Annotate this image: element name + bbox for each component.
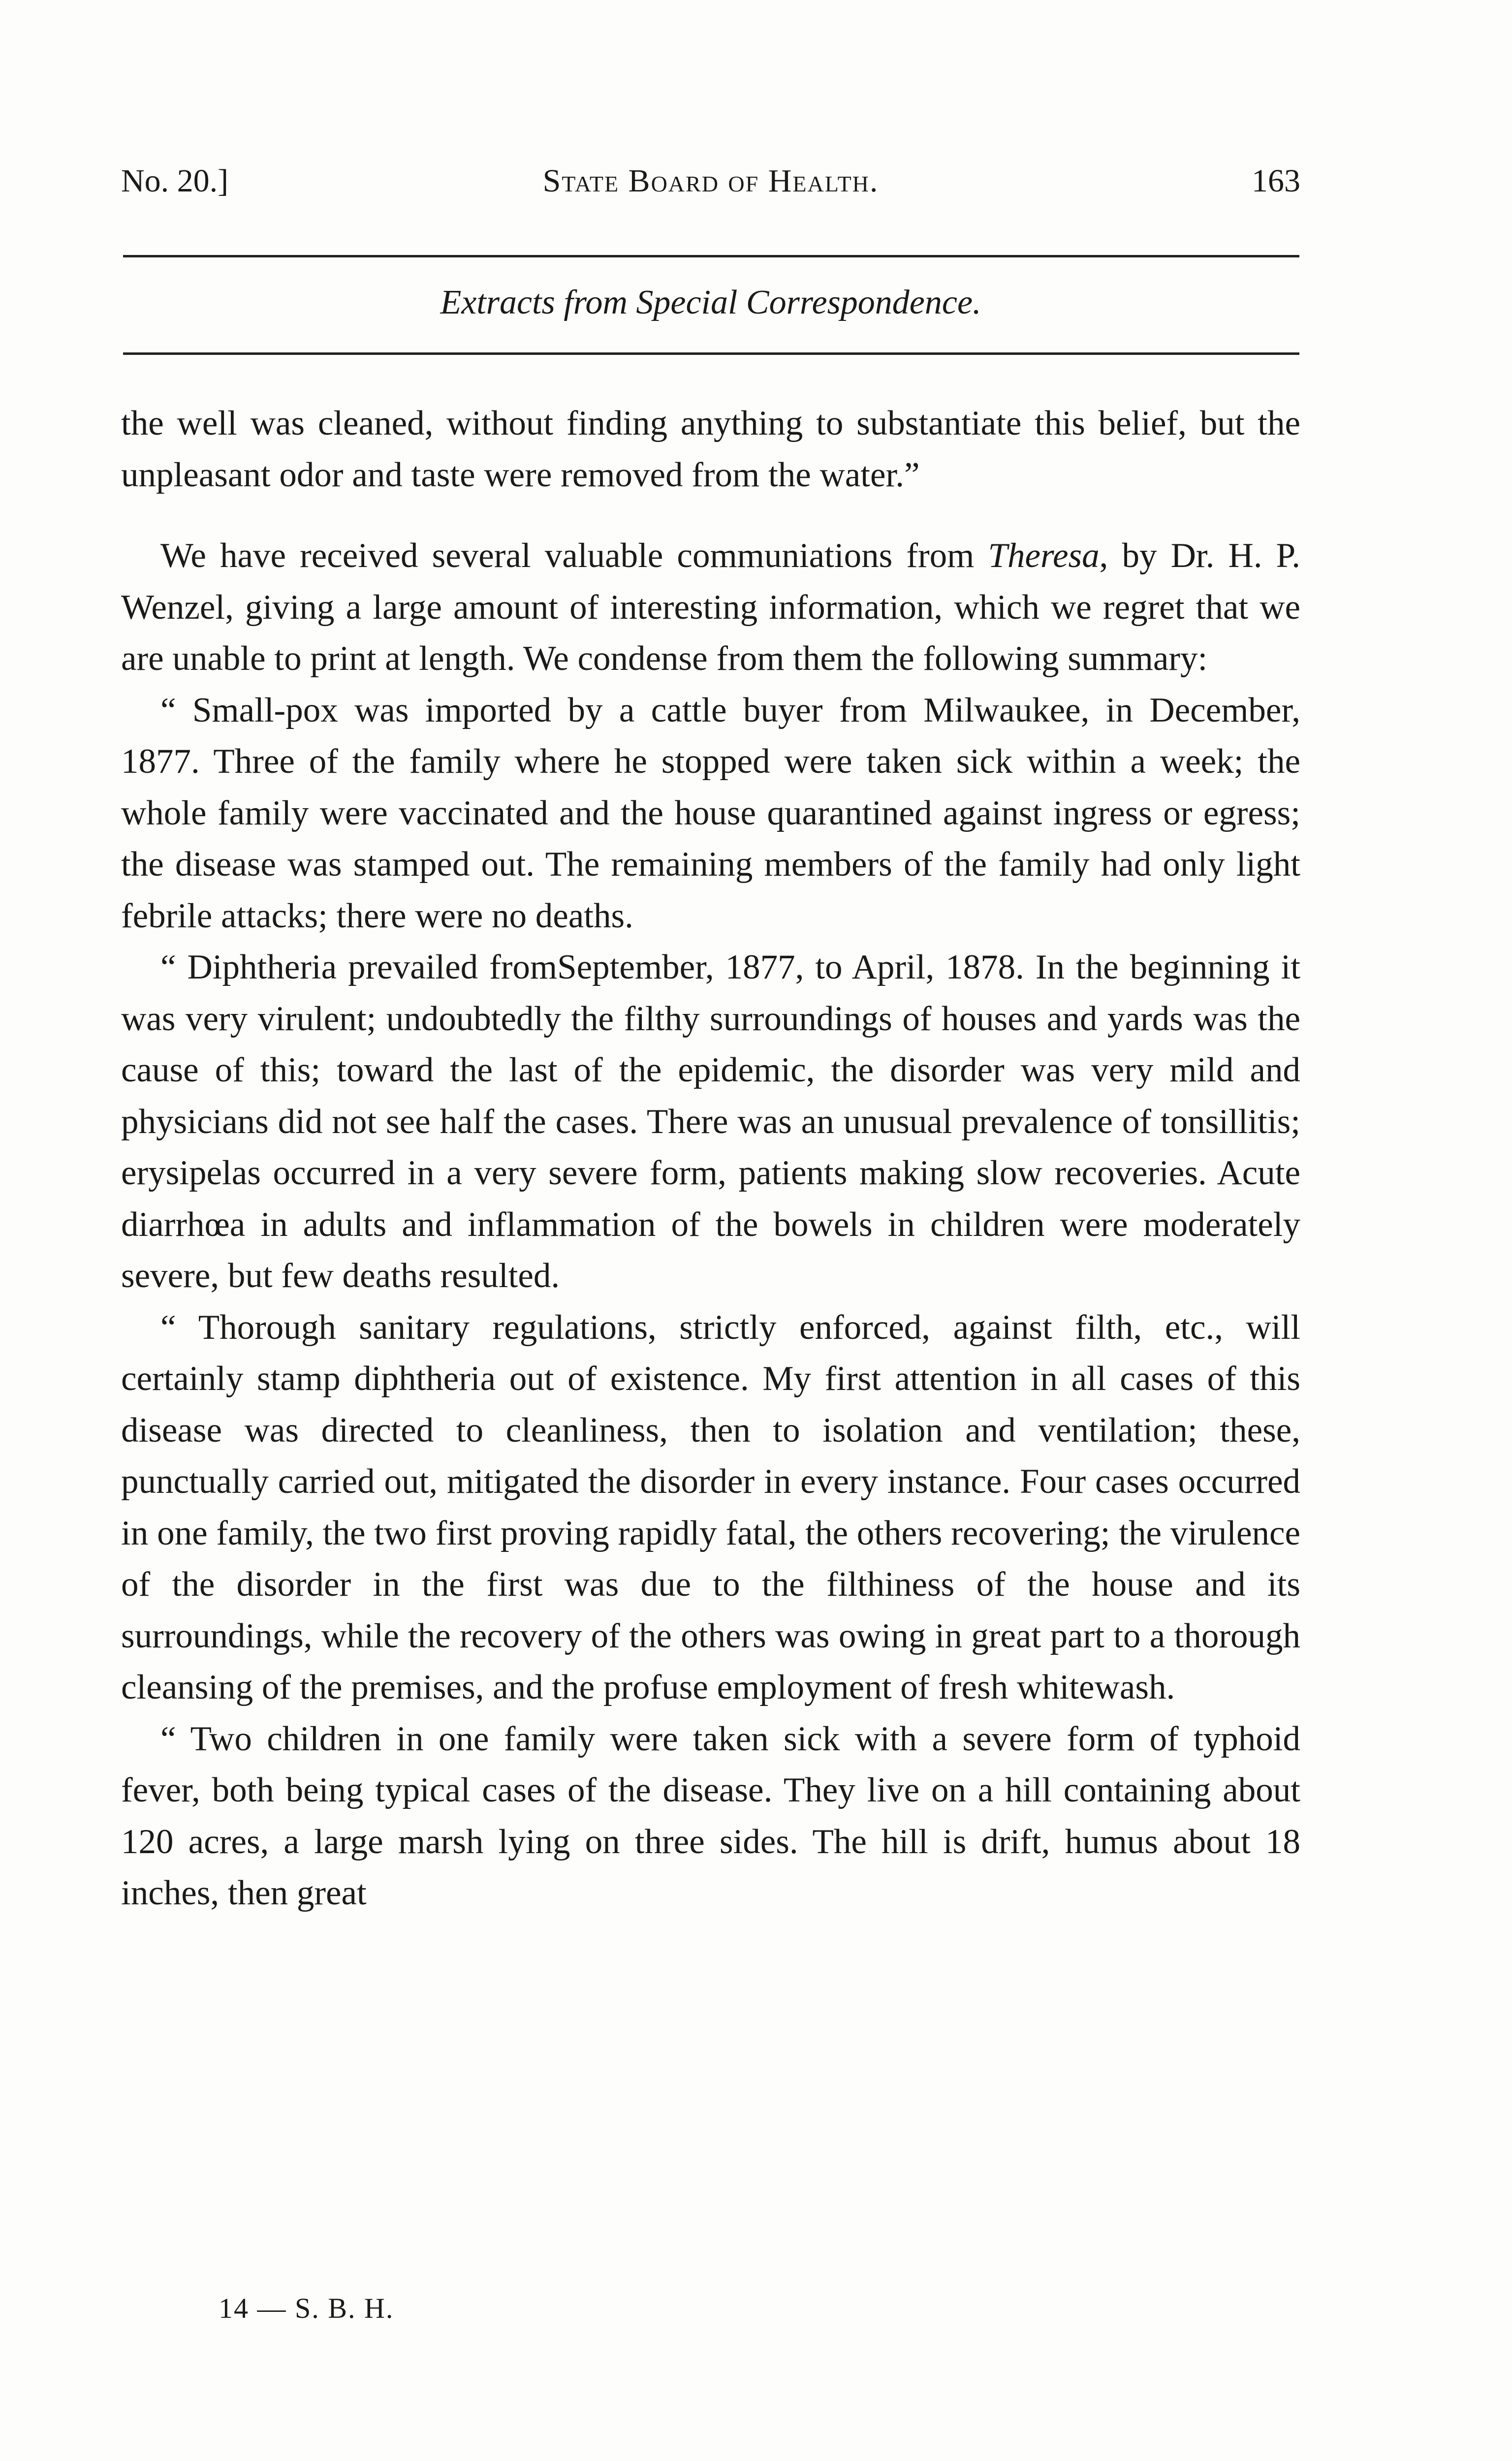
paragraph-theresa [121, 530, 1300, 685]
page-number: 163 [1252, 163, 1300, 199]
section-title: Extracts from Special Correspondence. [440, 284, 981, 321]
paragraph-text: , by Dr. H. P. Wenzel, giving a large amount of interesting information, which we regret that we are unable to print at length. We condense from them the following summary: [121, 536, 1300, 678]
header-rule-bottom [123, 352, 1299, 355]
header-rule-top [123, 255, 1299, 257]
paragraph-text: We have received several valuable communiations from [160, 536, 988, 575]
running-head [121, 157, 1300, 206]
signature-mark: 14 — S. B. H. [219, 2292, 394, 2324]
document-number: No. 20.] [121, 163, 229, 199]
running-title: State Board of Health. [542, 163, 879, 199]
paragraph-continuation: the well was cleaned, without finding anything to substantiate this belief, but the unpleasant odor and taste were removed from the water.” [121, 404, 1300, 494]
paragraph-typhoid: “ Two children in one family were taken sick with a severe form of typhoid fever, both being typical cases of the disease. They live on a hill containing about 120 acres, a large marsh lying on three sides. The hill is drift, humus about 18 inches, then great [121, 1719, 1300, 1912]
paragraph-diphtheria: “ Diphtheria prevailed fromSeptember, 1877, to April, 1878. In the beginning it was very virulent; undoubtedly the filthy surroundings of houses and yards was the cause of this; toward the last of the epidemic, the disorder was very mild and physicians did not see half the cases. There was an unusual prevalence of tonsillitis; erysipelas occurred in a very severe form, patients making slow recoveries. Acute diarrhœa in adults and inflammation of the bowels in children were moderately severe, but few deaths resulted. [121, 948, 1300, 1295]
paragraph-small-pox: “ Small-pox was imported by a cattle buyer from Milwaukee, in December, 1877. Three of the family where he stopped were taken sick within a week; the whole family were vaccinated and the house quarantined against ingress or egress; the disease was stamped out. The remaining members of the family had only light febrile attacks; there were no deaths. [121, 691, 1300, 935]
paragraph-sanitary: “ Thorough sanitary regulations, strictly enforced, against filth, etc., will certainly stamp diphtheria out of existence. My first attention in all cases of this disease was directed to cleanliness, then to isolation and ventilation; these, punctually carried out, mitigated the disorder in every instance. Four cases occurred in one family, the two first proving rapidly fatal, the others recovering; the virulence of the disorder in the first was due to the filthiness of the house and its surroundings, while the recovery of the others was owing in great part to a thorough cleansing of the premises, and the profuse employment of fresh whitewash. [121, 1308, 1300, 1706]
body-text [121, 398, 1300, 1919]
place-name-theresa: Theresa [988, 536, 1100, 575]
